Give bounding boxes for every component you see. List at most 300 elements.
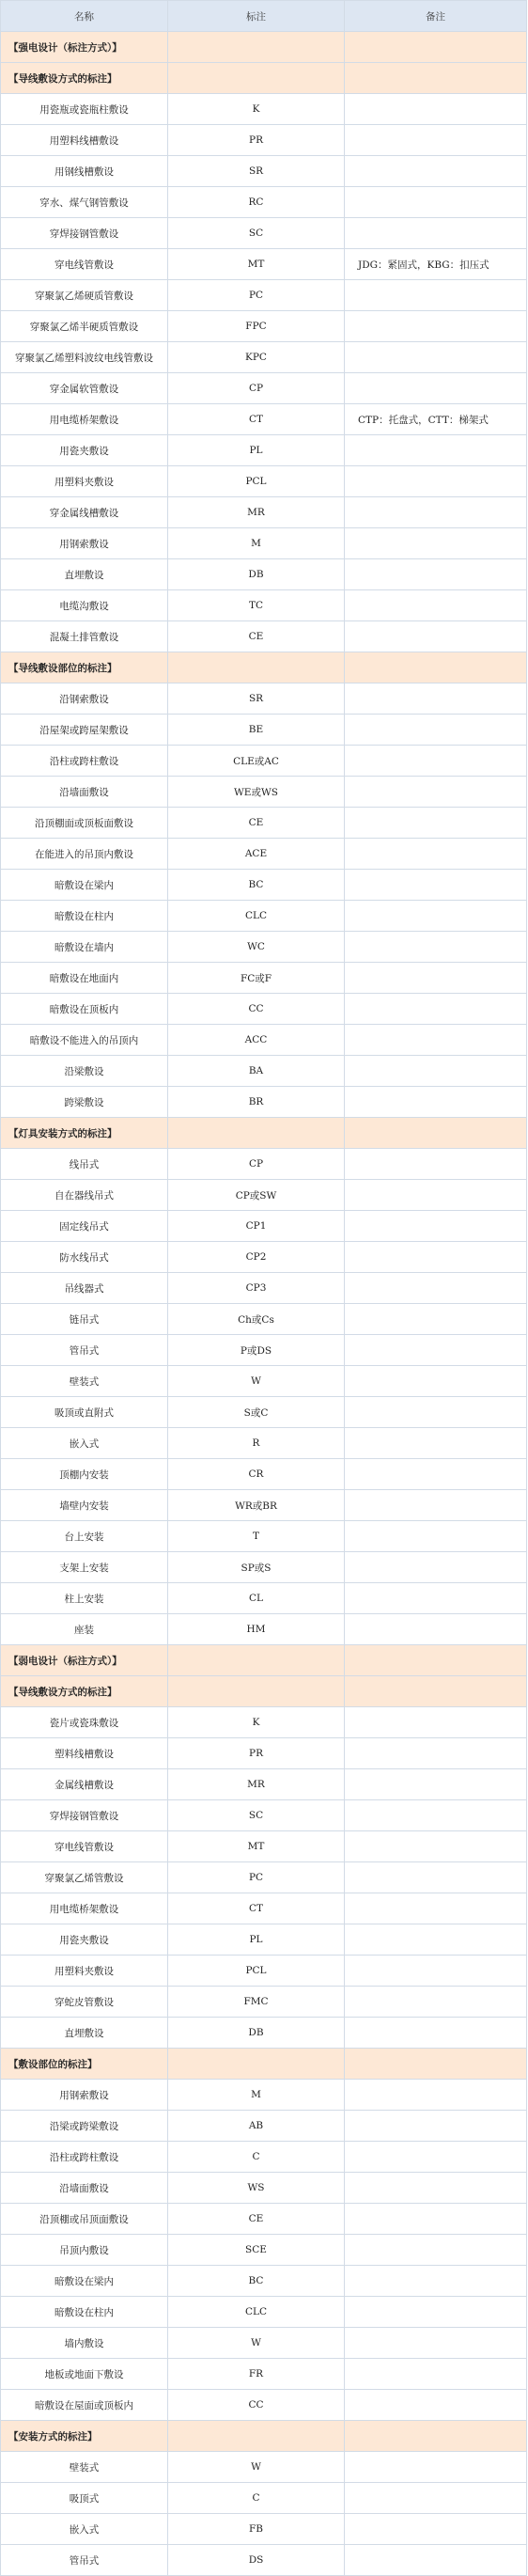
table-row [1,1614,527,1645]
cell-note [345,2390,527,2421]
cell-note [345,1242,527,1273]
cell-note [345,715,527,746]
table-row [1,808,527,839]
cell-name: 直埋敷设 [1,559,168,590]
cell-name: 沿梁敷设 [1,1056,168,1087]
cell-code: CP或SW [168,1180,345,1211]
table-row [1,249,527,280]
cell-note [345,1459,527,1490]
cell-name: 金属线槽敷设 [1,1769,168,1800]
table-row [1,2266,527,2297]
cell-name: 穿金属线槽敷设 [1,497,168,528]
cell-note [345,1490,527,1521]
table-row [1,466,527,497]
cell-note [345,2297,527,2328]
cell-name: 支架上安装 [1,1552,168,1583]
cell-code: BR [168,1087,345,1118]
cell-note [345,342,527,373]
table-row [1,1552,527,1583]
cell-code: CP2 [168,1242,345,1273]
cell-code: C [168,2142,345,2173]
cell-name: 穿金属软管敷设 [1,373,168,404]
cell-code: TC [168,590,345,621]
cell-name: 用钢索敷设 [1,528,168,559]
cell-code: HM [168,1614,345,1645]
cell-note [345,1087,527,1118]
section-cell-blank [345,652,527,683]
cell-code: FB [168,2514,345,2545]
cell-note [345,870,527,901]
cell-code: CT [168,1893,345,1924]
cell-code: PR [168,125,345,156]
cell-note [345,187,527,218]
cell-note [345,1149,527,1180]
table-row [1,621,527,652]
cell-code: PC [168,1862,345,1893]
cell-code: FC或F [168,963,345,994]
cell-note [345,1180,527,1211]
cell-name: 沿顶棚或吊顶面敷设 [1,2204,168,2235]
cell-name: 塑料线槽敷设 [1,1738,168,1769]
table-row [1,497,527,528]
cell-note [345,2018,527,2049]
cell-code: BC [168,2266,345,2297]
cell-code: M [168,2080,345,2111]
cell-note [345,1211,527,1242]
cell-name: 暗敷设不能进入的吊顶内 [1,1025,168,1056]
cell-name: 嵌入式 [1,2514,168,2545]
cell-name: 沿柱或跨柱敷设 [1,2142,168,2173]
table-row [1,870,527,901]
cell-code: WR或BR [168,1490,345,1521]
cell-name: 墙内敷设 [1,2328,168,2359]
section-row [1,652,527,683]
cell-name: 链吊式 [1,1304,168,1335]
table-row [1,777,527,808]
cell-note [345,2080,527,2111]
section-cell-blank [168,2421,345,2452]
table-row [1,1800,527,1831]
table-row [1,1211,527,1242]
cell-code: SP或S [168,1552,345,1583]
cell-name: 穿聚氯乙烯硬质管敷设 [1,280,168,311]
section-cell-blank [168,1118,345,1149]
cell-name: 用钢线槽敷设 [1,156,168,187]
table-row [1,715,527,746]
table-row [1,1490,527,1521]
table-row [1,2235,527,2266]
cell-note [345,1273,527,1304]
cell-code: DB [168,559,345,590]
cell-name: 墙壁内安装 [1,1490,168,1521]
cell-code: CLC [168,901,345,932]
cell-note [345,2514,527,2545]
cell-note [345,777,527,808]
table-row [1,2080,527,2111]
cell-code: FR [168,2359,345,2390]
section-cell-blank [345,2049,527,2080]
section-label: 【敷设部位的标注】 [1,2049,168,2080]
cell-code: Ch或Cs [168,1304,345,1335]
cell-name: 台上安装 [1,1521,168,1552]
cell-note [345,1428,527,1459]
cell-note [345,808,527,839]
cell-name: 沿梁或跨梁敷设 [1,2111,168,2142]
table-body [1,32,527,2576]
table-row [1,1397,527,1428]
table-row [1,1521,527,1552]
cell-note [345,497,527,528]
cell-name: 瓷片或瓷珠敷设 [1,1707,168,1738]
cell-note [345,2359,527,2390]
cell-code: BC [168,870,345,901]
cell-note [345,2266,527,2297]
section-label: 【导线敷设方式的标注】 [1,63,168,94]
cell-note [345,2173,527,2204]
cell-note [345,1707,527,1738]
cell-code: MT [168,249,345,280]
section-cell-blank [345,63,527,94]
table-row [1,1862,527,1893]
cell-name: 壁装式 [1,2452,168,2483]
cell-name: 吊顶内敷设 [1,2235,168,2266]
cell-note [345,963,527,994]
table-row [1,2297,527,2328]
cell-code: SC [168,1800,345,1831]
table-row [1,901,527,932]
cell-name: 穿蛇皮管敷设 [1,1987,168,2018]
cell-name: 管吊式 [1,1335,168,1366]
table-row [1,1707,527,1738]
cell-name: 防水线吊式 [1,1242,168,1273]
cell-note [345,590,527,621]
cell-name: 座装 [1,1614,168,1645]
cell-name: 固定线吊式 [1,1211,168,1242]
cell-code: KPC [168,342,345,373]
section-cell-blank [168,652,345,683]
cell-note [345,1738,527,1769]
cell-note [345,1304,527,1335]
section-cell-blank [168,1645,345,1676]
cell-note [345,2111,527,2142]
table-row [1,2545,527,2576]
section-row [1,1118,527,1149]
cell-name: 穿电线管敷设 [1,249,168,280]
cell-code: W [168,2452,345,2483]
section-cell-blank [345,32,527,63]
cell-code: CP1 [168,1211,345,1242]
cell-name: 暗敷设在顶板内 [1,994,168,1025]
cell-code: CE [168,2204,345,2235]
cell-note [345,218,527,249]
cell-note [345,901,527,932]
cell-code: CC [168,2390,345,2421]
cell-note [345,1614,527,1645]
table-row [1,94,527,125]
cell-note [345,994,527,1025]
table-row [1,2359,527,2390]
cell-code: RC [168,187,345,218]
table-row [1,125,527,156]
table-row [1,2204,527,2235]
table-row [1,1924,527,1956]
cell-code: CP3 [168,1273,345,1304]
table-row [1,187,527,218]
cell-note [345,1552,527,1583]
cell-code: MR [168,1769,345,1800]
cell-code: K [168,94,345,125]
cell-code: R [168,1428,345,1459]
table-row [1,1087,527,1118]
cell-note: JDG：紧固式，KBG：扣压式 [345,249,527,280]
section-cell-blank [345,2421,527,2452]
cell-code: CC [168,994,345,1025]
cell-name: 用电缆桥架敷设 [1,404,168,435]
cell-note [345,1987,527,2018]
cell-code: PL [168,435,345,466]
cell-note [345,1583,527,1614]
table-row [1,1831,527,1862]
table-row [1,1987,527,2018]
cell-code: DS [168,2545,345,2576]
cell-code: CE [168,808,345,839]
cell-note [345,280,527,311]
cell-note [345,2545,527,2576]
section-cell-blank [168,63,345,94]
cell-note [345,559,527,590]
section-row [1,32,527,63]
cell-name: 沿顶棚面或顶板面敷设 [1,808,168,839]
cell-name: 暗敷设在柱内 [1,2297,168,2328]
cell-code: SC [168,218,345,249]
section-row [1,1645,527,1676]
cell-name: 穿水、煤气钢管敷设 [1,187,168,218]
cell-note [345,1893,527,1924]
cell-name: 沿钢索敷设 [1,683,168,715]
cell-note [345,1521,527,1552]
table-row [1,1180,527,1211]
table-row [1,839,527,870]
cell-code: SR [168,156,345,187]
cell-name: 地板或地面下敷设 [1,2359,168,2390]
cell-name: 用塑料线槽敷设 [1,125,168,156]
cell-name: 吊线器式 [1,1273,168,1304]
table-row [1,1335,527,1366]
cell-note [345,932,527,963]
cell-code: ACE [168,839,345,870]
cell-code: K [168,1707,345,1738]
cell-note [345,839,527,870]
cell-code: CR [168,1459,345,1490]
cell-note [345,2235,527,2266]
table-row [1,1956,527,1987]
cell-code: PC [168,280,345,311]
cell-code: FPC [168,311,345,342]
cell-name: 暗敷设在地面内 [1,963,168,994]
cell-name: 电缆沟敷设 [1,590,168,621]
table-row [1,1242,527,1273]
section-cell-blank [168,32,345,63]
cell-name: 用瓷瓶或瓷瓶柱敷设 [1,94,168,125]
cell-code: WS [168,2173,345,2204]
cell-code: PL [168,1924,345,1956]
table-row [1,2142,527,2173]
table-row [1,932,527,963]
cell-code: WE或WS [168,777,345,808]
cell-name: 沿墙面敷设 [1,2173,168,2204]
cell-name: 暗敷设在墙内 [1,932,168,963]
cell-note [345,1025,527,1056]
cell-name: 穿焊接钢管敷设 [1,218,168,249]
cell-note [345,94,527,125]
cell-name: 管吊式 [1,2545,168,2576]
cell-code: CL [168,1583,345,1614]
section-label: 【灯具安装方式的标注】 [1,1118,168,1149]
cell-name: 沿屋架或跨屋架敷设 [1,715,168,746]
cell-code: SR [168,683,345,715]
cell-code: M [168,528,345,559]
cell-name: 跨梁敷设 [1,1087,168,1118]
section-label: 【安装方式的标注】 [1,2421,168,2452]
cell-note [345,2483,527,2514]
section-cell-blank [168,2049,345,2080]
cell-code: DB [168,2018,345,2049]
table-row [1,994,527,1025]
cell-name: 嵌入式 [1,1428,168,1459]
cell-note [345,1956,527,1987]
cell-code: SCE [168,2235,345,2266]
cell-code: BA [168,1056,345,1087]
cell-name: 暗敷设在柱内 [1,901,168,932]
cell-code: PR [168,1738,345,1769]
cell-note [345,1769,527,1800]
cell-code: W [168,2328,345,2359]
table-row [1,435,527,466]
cell-note [345,683,527,715]
cell-code: AB [168,2111,345,2142]
table-row [1,2018,527,2049]
table-row [1,963,527,994]
table-row [1,1056,527,1087]
cell-note [345,1397,527,1428]
cell-note [345,311,527,342]
cell-note [345,435,527,466]
cell-code: T [168,1521,345,1552]
cell-code: CE [168,621,345,652]
section-cell-blank [345,1676,527,1707]
cell-note [345,2452,527,2483]
cell-name: 穿聚氯乙烯塑料波纹电线管敷设 [1,342,168,373]
table-row [1,373,527,404]
cell-name: 顶棚内安装 [1,1459,168,1490]
cell-note [345,1924,527,1956]
cell-name: 混凝土排管敷设 [1,621,168,652]
cell-code: MT [168,1831,345,1862]
table-row [1,2452,527,2483]
cell-code: ACC [168,1025,345,1056]
table-row [1,1769,527,1800]
cell-note [345,1831,527,1862]
cell-code: WC [168,932,345,963]
cell-name: 用瓷夹敷设 [1,1924,168,1956]
cell-note [345,1862,527,1893]
section-label: 【导线敷设方式的标注】 [1,1676,168,1707]
table-row [1,1273,527,1304]
cell-name: 直埋敷设 [1,2018,168,2049]
section-label: 【强电设计（标注方式）】 [1,32,168,63]
cell-code: FMC [168,1987,345,2018]
cell-code: PCL [168,1956,345,1987]
section-cell-blank [168,1676,345,1707]
table-row [1,2328,527,2359]
table-row [1,528,527,559]
section-row [1,1676,527,1707]
cell-name: 穿聚氯乙烯管敷设 [1,1862,168,1893]
cell-name: 暗敷设在梁内 [1,870,168,901]
cell-name: 线吊式 [1,1149,168,1180]
table-row [1,746,527,777]
section-cell-blank [345,1118,527,1149]
table-row [1,218,527,249]
cell-name: 吸顶或直附式 [1,1397,168,1428]
cell-code: W [168,1366,345,1397]
table-row [1,2483,527,2514]
cell-note [345,466,527,497]
cell-name: 用钢索敷设 [1,2080,168,2111]
cell-note [345,156,527,187]
table-row [1,1738,527,1769]
table-row [1,2111,527,2142]
table-row [1,280,527,311]
cell-code: MR [168,497,345,528]
cell-name: 柱上安装 [1,1583,168,1614]
cell-code: CLE或AC [168,746,345,777]
cell-name: 用电缆桥架敷设 [1,1893,168,1924]
header-note: 备注 [345,1,527,32]
table-row [1,1304,527,1335]
table-row [1,311,527,342]
table-row [1,156,527,187]
table-row [1,2514,527,2545]
table-row [1,1428,527,1459]
cell-note [345,1366,527,1397]
cell-name: 穿聚氯乙烯半硬质管敷设 [1,311,168,342]
section-row [1,2421,527,2452]
cell-note [345,746,527,777]
table-row [1,1583,527,1614]
cell-code: CT [168,404,345,435]
cell-name: 用塑料夹敷设 [1,466,168,497]
table-row [1,559,527,590]
cell-code: PCL [168,466,345,497]
cell-code: S或C [168,1397,345,1428]
cell-code: P或DS [168,1335,345,1366]
cell-note [345,528,527,559]
cell-name: 在能进入的吊顶内敷设 [1,839,168,870]
cell-name: 穿电线管敷设 [1,1831,168,1862]
cell-note [345,1335,527,1366]
cell-note [345,621,527,652]
cell-name: 用塑料夹敷设 [1,1956,168,1987]
section-label: 【导线敷设部位的标注】 [1,652,168,683]
cell-name: 壁装式 [1,1366,168,1397]
cell-name: 用瓷夹敷设 [1,435,168,466]
cell-code: BE [168,715,345,746]
table-row [1,2173,527,2204]
cell-note [345,2142,527,2173]
cell-name: 暗敷设在梁内 [1,2266,168,2297]
section-cell-blank [345,1645,527,1676]
